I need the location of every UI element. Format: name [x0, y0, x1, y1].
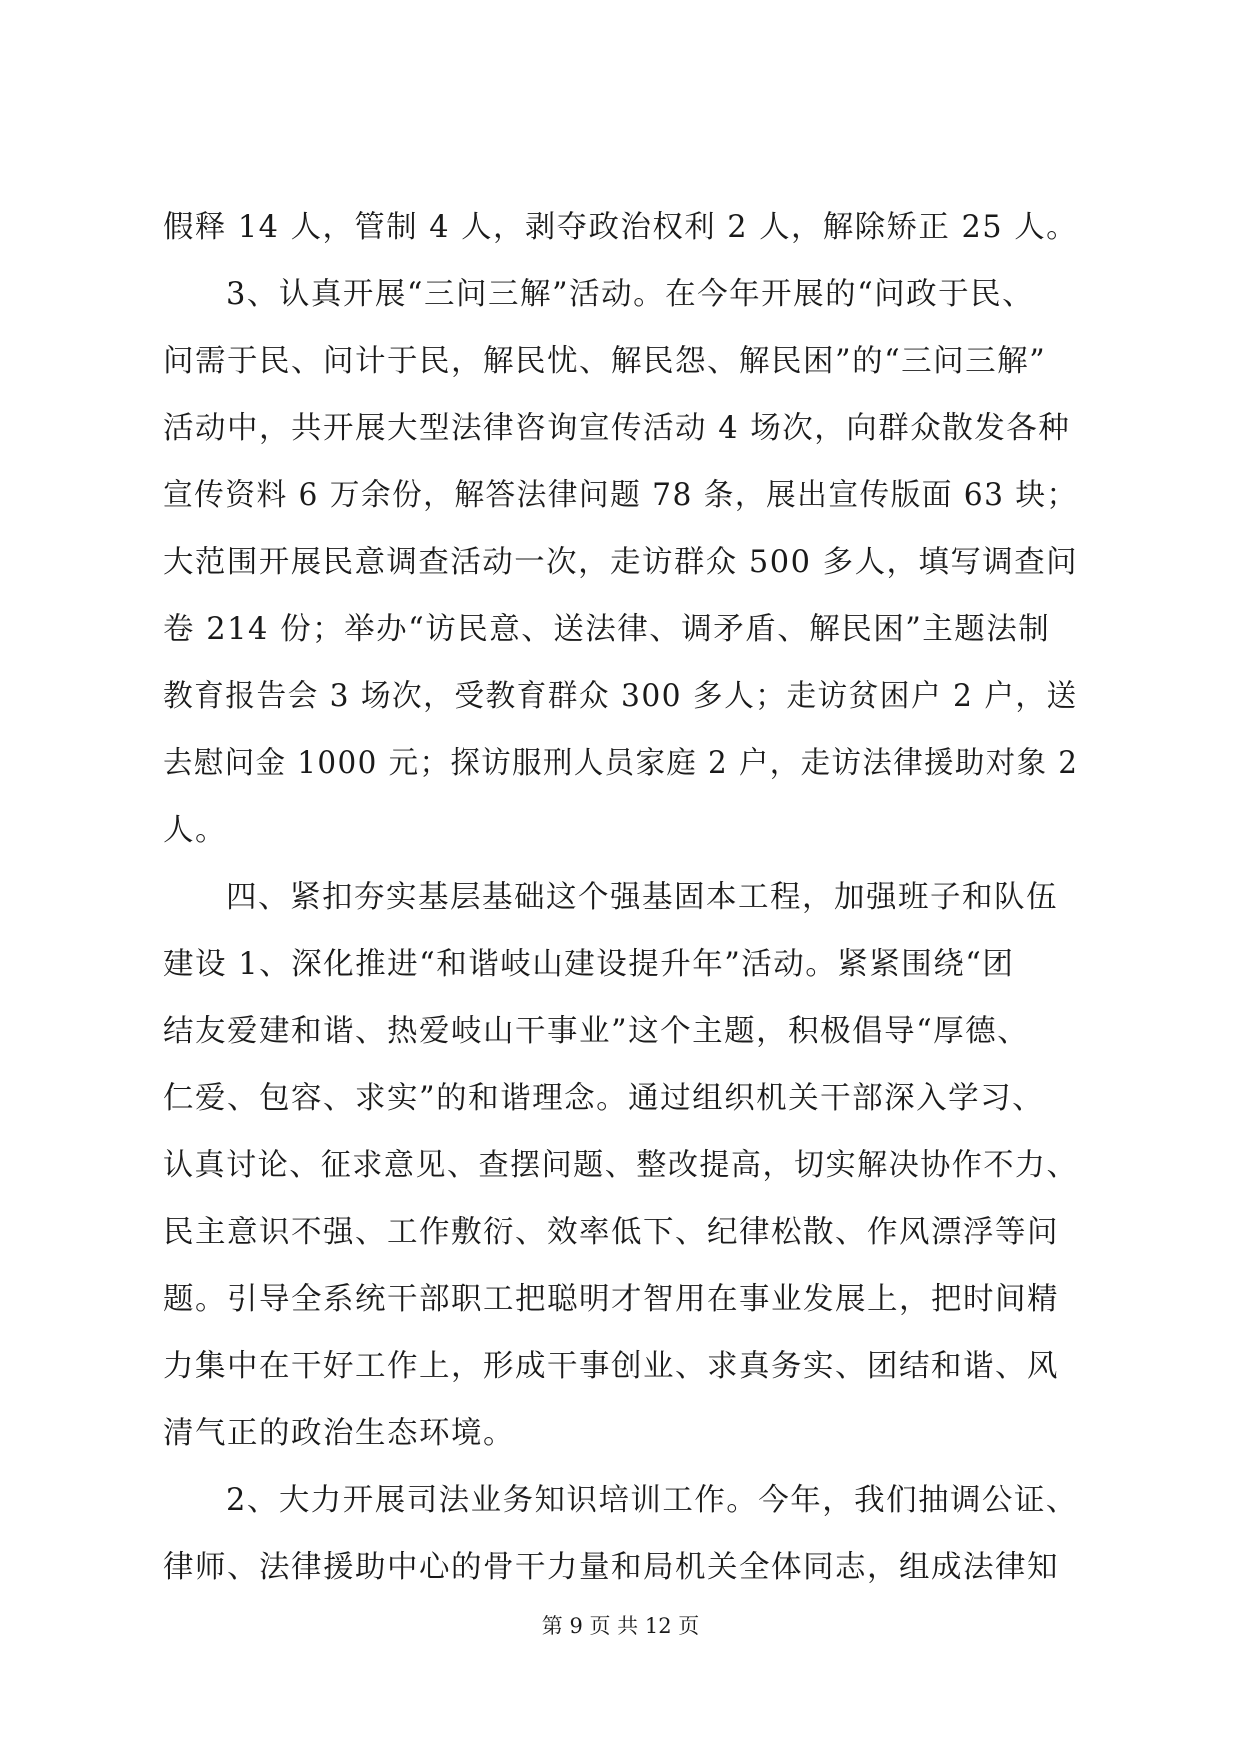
text-line: 活动中，共开展大型法律咨询宣传活动 4 场次，向群众散发各种 — [163, 411, 1071, 446]
text-line: 结友爱建和谐、热爱岐山干事业”这个主题，积极倡导“厚德、 — [163, 1014, 1030, 1049]
text-line: 卷 214 份；举办“访民意、送法律、调矛盾、解民困”主题法制 — [163, 612, 1051, 647]
text-line: 力集中在干好工作上，形成干事创业、求真务实、团结和谐、风 — [163, 1349, 1059, 1384]
page-number-footer: 第 9 页 共 12 页 — [541, 1614, 700, 1638]
text-line: 去慰问金 1000 元；探访服刑人员家庭 2 户，走访法律援助对象 2 — [163, 746, 1079, 781]
text-line: 大范围开展民意调查活动一次，走访群众 500 多人，填写调查问 — [163, 545, 1079, 580]
text-line: 问需于民、问计于民，解民忧、解民怨、解民困”的“三问三解” — [163, 344, 1047, 379]
text-line: 认真讨论、征求意见、查摆问题、整改提高，切实解决协作不力、 — [163, 1148, 1079, 1183]
text-line: 人。 — [163, 813, 227, 848]
text-line: 3、认真开展“三问三解”活动。在今年开展的“问政于民、 — [226, 277, 1035, 312]
text-line: 仁爱、包容、求实”的和谐理念。通过组织机关干部深入学习、 — [163, 1081, 1045, 1116]
text-line: 宣传资料 6 万余份，解答法律问题 78 条，展出宣传版面 63 块； — [163, 478, 1078, 513]
text-line: 假释 14 人，管制 4 人，剥夺政治权利 2 人，解除矫正 25 人。 — [163, 210, 1078, 245]
text-line: 民主意识不强、工作敷衍、效率低下、纪律松散、作风漂浮等问 — [163, 1215, 1059, 1250]
text-line: 教育报告会 3 场次，受教育群众 300 多人；走访贫困户 2 户，送 — [163, 679, 1078, 714]
text-line: 四、紧扣夯实基层基础这个强基固本工程，加强班子和队伍 — [226, 880, 1058, 915]
text-line: 题。引导全系统干部职工把聪明才智用在事业发展上，把时间精 — [163, 1282, 1059, 1317]
text-line: 清气正的政治生态环境。 — [163, 1416, 515, 1451]
text-line: 律师、法律援助中心的骨干力量和局机关全体同志，组成法律知 — [163, 1550, 1059, 1585]
text-line: 2、大力开展司法业务知识培训工作。今年，我们抽调公证、 — [226, 1483, 1078, 1518]
text-line: 建设 1、深化推进“和谐岐山建设提升年”活动。紧紧围绕“团 — [163, 947, 1015, 982]
